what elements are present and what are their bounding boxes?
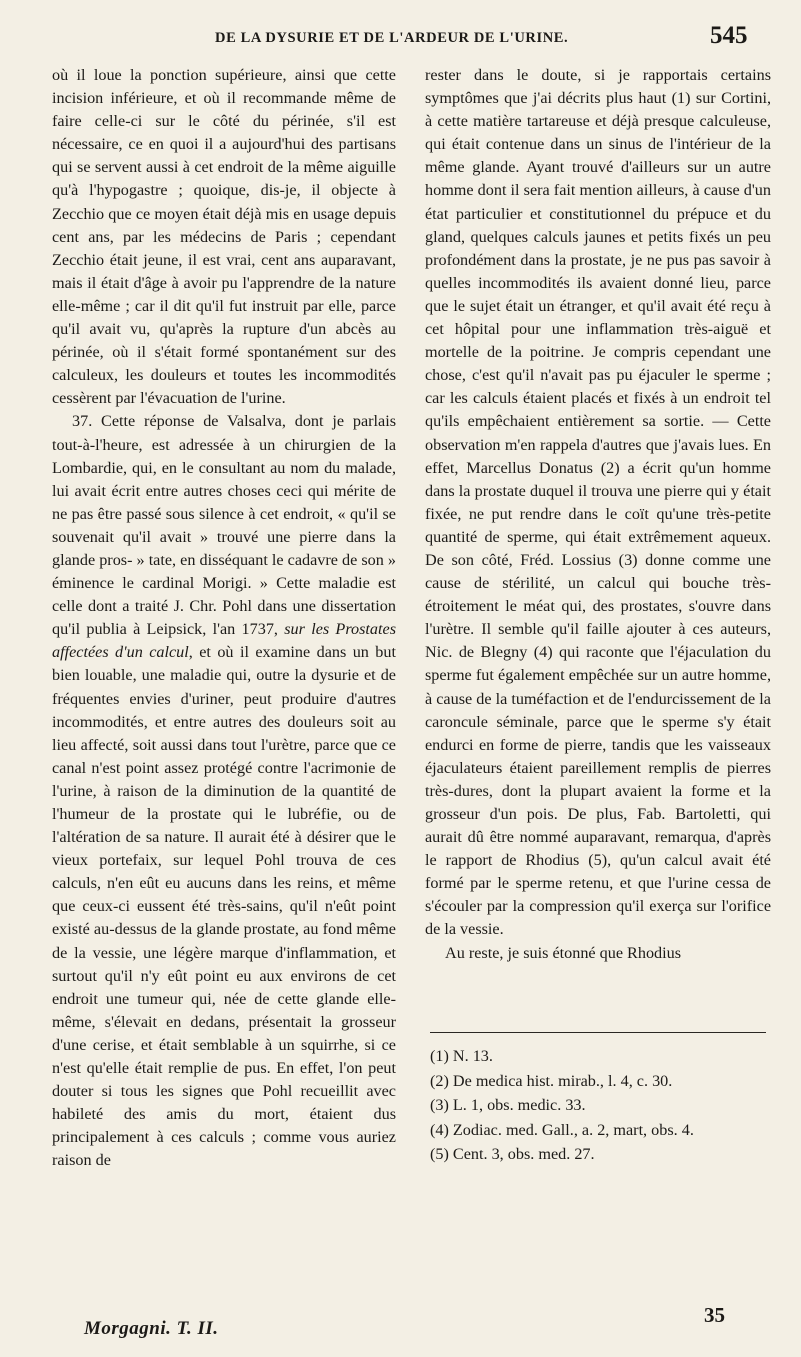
- footnote: (3) L. 1, obs. medic. 33.: [430, 1096, 586, 1114]
- left-column: [52, 64, 396, 1173]
- paragraph: [52, 410, 396, 1172]
- right-column: [425, 64, 771, 965]
- book-title: sur les Prostates affectées d'un calcul: [52, 620, 396, 662]
- page-number: 545: [710, 22, 748, 49]
- page-header: [0, 22, 801, 62]
- footnote-divider: [430, 1032, 766, 1033]
- footnotes: [430, 1044, 770, 1167]
- footnote: (4) Zodiac. med. Gall., a. 2, mart, obs. 4.: [430, 1120, 694, 1139]
- running-head: DE LA DYSURIE ET DE L'ARDEUR DE L'URINE.: [215, 30, 569, 46]
- paragraph: où il loue la ponction supérieure, ainsi que cette incision inférieure, et où il recommande même de faire celle-ci sur le côté du périnée, s'il est nécessaire, ce en quoi il a aujourd'hui des partisans qui se servent aussi à cet endroit de la même aiguille qu'à l'hypogastre ; quoique, dis-je, il objecte à Zecchio que ce moyen était déjà mis en usage depuis cent ans, par les médecins de Paris ; cependant Zecchio était jeune, il est vrai, cent ans auparavant, mais il était d'âge à avoir pu l'apprendre de la nature elle-même ; car il dit qu'il fut instruit par elle, parce qu'il avait vu, qu'après la rupture d'un abcès au périnée, où il s'était formé spontanément sur des calculeux, les douleurs et toutes les incommodités cessèrent par l'évacuation de l'urine.: [52, 66, 396, 408]
- footnote: (2) De medica hist. mirab., l. 4, c. 30.: [430, 1071, 673, 1090]
- paragraph: Au reste, je suis étonné que Rhodius: [445, 943, 682, 962]
- paragraph-text: , et où il examine dans un but bien louable, une maladie qui, outre la dysurie et de fréquentes envies d'uriner, peut produire d'autres incommodités, et entre autres des douleurs soit au lieu affecté, soit aussi dans tout l'urètre, parce que ce canal n'est point assez protégé contre l'acrimonie de l'urine, à raison de la diminution de la quantité de l'humeur de la prostate qui le lubréfie, ou de l'altération de sa nature. Il aurait été à désirer que le vieux portefaix, sur lequel Pohl trouva de ces calculs, n'en eût eu aucuns dans les reins, et même que ceux-ci eussent été très-sains, qu'il n'eût point existé au-dessus de la glande prostate, au fond même de la vessie, une légère marque d'inflammation, et surtout qu'il n'y eût point eu aux environs de cet endroit une tumeur qui, née de cette glande elle-même, s'élevait en dedans, présentait la grosseur d'une cerise, et était semblable à un squirrhe, si ce n'est qu'elle était remplie de pus. En effet, l'on peut douter si tous les signes que Pohl recueillit avec habileté des amis du mort, étaient dus principalement à ces calculs ; comme vous auriez raison de: [52, 643, 396, 1170]
- footnote: (1) N. 13.: [430, 1047, 493, 1065]
- sheet-number: 35: [704, 1303, 725, 1327]
- paragraph-text: 37. Cette réponse de Valsalva, dont je parlais tout-à-l'heure, est adressée à un chirurgien de la Lombardie, qui, en le consultant au nom du malade, lui avait écrit entre autres choses ceci qui mérite de ne pas être passé sous silence à cet endroit, « qu'il se souvenait qu'il avait » trouvé une pierre dans la glande pros- » tate, en disséquant le cadavre de son » éminence le cardinal Morigi. » Cette maladie est celle dont a traité J. Chr. Pohl dans une dissertation qu'il publia à Leipsick, l'an 1737,: [52, 412, 396, 639]
- signature-mark: Morgagni. T. II.: [84, 1318, 219, 1339]
- paragraph: rester dans le doute, si je rapportais certains symptômes que j'ai décrits plus haut (1) sur Cortini, à cette matière tartareuse et déjà presque calculeuse, qui était contenue dans un sinus de l'intérieur de la même glande. Ayant trouvé d'ailleurs sur un autre homme dont il sera fait mention ailleurs, à cause d'un état particulier et constitutionnel du prépuce et du gland, quelques calculs jaunes et petits fixés un peu profondément dans la prostate, je ne pus pas savoir à quelles incommodités ils avaient donné lieu, parce que le sujet était un étranger, et qu'il avait été reçu à cet hôpital pour une inflammation très-aiguë et mortelle de la poitrine. Je compris cependant une chose, c'est qu'il n'avait pas pu éjaculer le sperme ; car les calculs étaient placés et fixés à un endroit tel qu'ils empêchaient entièrement sa sortie. — Cette observation m'en rappela d'autres que j'avais lues. En effet, Marcellus Donatus (2) a écrit qu'un homme dans la prostate duquel il trouva une pierre qui y était fixée, ne put rendre dans le coït qu'une très-petite quantité de sperme, qui était extrêmement aqueux. De son côté, Fréd. Lossius (3) donne comme une cause de stérilité, un calcul qui bouche très-étroitement le méat qui, des prostates, s'ouvre dans l'urètre. Il semble qu'il faille ajouter à ces auteurs, Nic. de Blegny (4) qui raconte que l'éjaculation du sperme fut également empêchée sur un autre homme, à cause de la tuméfaction et de l'endurcissement de la caroncule séminale, parce que le sperme s'y était endurci en forme de pierre, tandis que les vaisseaux éjaculateurs étaient pareillement remplis de pierres très-dures, dont la plupart avaient la forme et la grosseur d'un pois. De plus, Fab. Bartoletti, qui aurait dû être nommé auparavant, remarqua, d'après le rapport de Rhodius (5), qu'un calcul avait été formé par le sperme retenu, et que l'urine cessa de s'écouler par la compression qu'il exerça sur l'orifice de la vessie.: [425, 66, 771, 939]
- footnote: (5) Cent. 3, obs. med. 27.: [430, 1145, 595, 1163]
